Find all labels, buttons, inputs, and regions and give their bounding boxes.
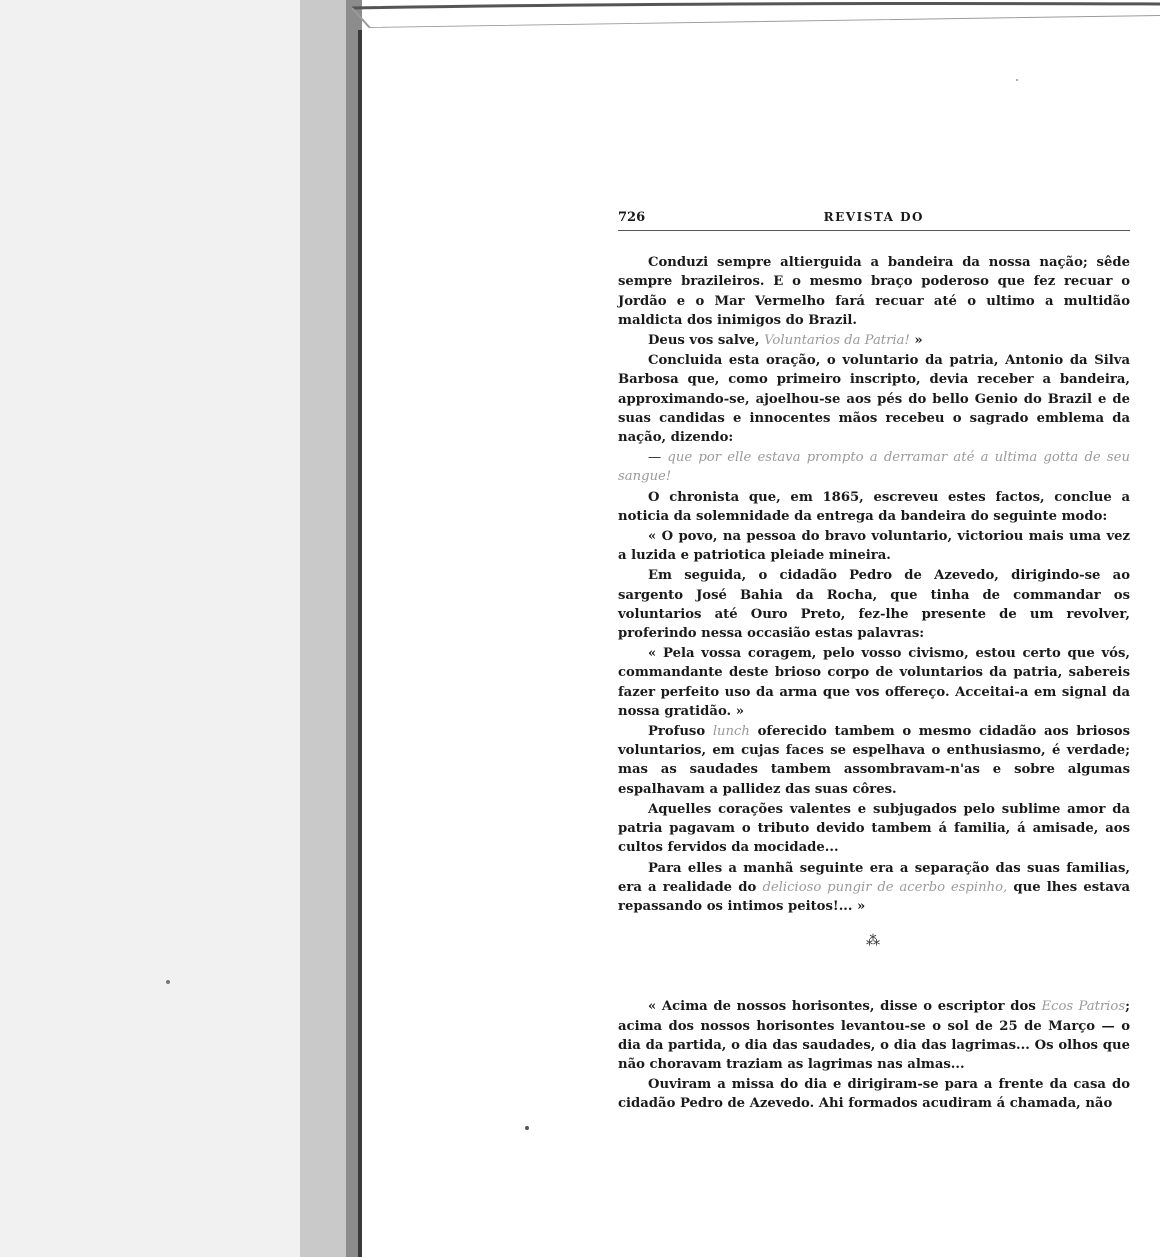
top-edge <box>352 4 1160 9</box>
running-title: REVISTA DO <box>823 210 924 224</box>
paragraph-start: Para elles a manhã seguinte era a separação das suas familias, era a realidade do <box>618 860 1130 895</box>
speck <box>525 1126 529 1130</box>
oath-italic: que por elle estava prompto a derramar até a ultima gotta de seu sangue! <box>618 450 1130 485</box>
paragraph: Aquelles corações valentes e subjugados pelo sublime amor da patria pagavam o tributo devido tambem á familia, á amisade, aos cultos fervidos da mocidade... <box>618 801 1130 856</box>
ecos-italic: Ecos Patrios <box>1041 999 1126 1015</box>
paragraph <box>618 448 1130 486</box>
paragraph <box>618 722 1130 799</box>
page-text <box>618 208 1130 1115</box>
left-page-fade <box>0 0 300 1257</box>
paragraph-start: « Acima de nossos horisontes, disse o escriptor dos <box>648 999 1036 1015</box>
section-mark: ⁂ <box>866 933 882 950</box>
paragraph: « Pela vossa coragem, pelo vosso civismo, estou certo que vós, commandante deste brioso corpo de voluntarios da patria, sabereis fazer perfeito uso da arma que vos offereço. Acceitai-a em signal da nossa gratidão. » <box>618 646 1130 719</box>
lunch-italic: lunch <box>712 724 750 740</box>
paragraph: O chronista que, em 1865, escreveu estes factos, conclue a noticia da solemnidade da entrega da bandeira do seguinte modo: <box>618 489 1130 524</box>
paragraph <box>618 997 1130 1074</box>
ecos-after: ; <box>1125 999 1130 1015</box>
paragraph: « O povo, na pessoa do bravo voluntario, victoriou mais uma vez a luzida e patriotica pleiade mineira. <box>618 529 1130 564</box>
delicious-italic: delicioso pungir de acerbo espinho, <box>762 879 1008 895</box>
page-number: 726 <box>618 210 646 225</box>
page-header <box>618 208 1130 231</box>
gutter-edge <box>358 30 362 1257</box>
profuso: Profuso <box>648 724 706 740</box>
paragraph <box>618 859 1130 917</box>
paragraph <box>618 331 1130 350</box>
speck <box>166 980 170 984</box>
paragraph-rest: oferecido tambem o mesmo cidadão aos briosos voluntarios, em cujas faces se espelhava o enthusiasmo, é verdade; mas as saudades tambem assombravam-n'as e sobre algumas espalhavam a pallidez das suas côres. <box>618 724 1131 797</box>
blessing-italic: Voluntarios da Patria! <box>764 333 910 349</box>
oath-dash: — <box>648 450 662 466</box>
blessing: Deus vos salve, <box>648 333 760 349</box>
paragraph: Em seguida, o cidadão Pedro de Azevedo, dirigindo-se ao sargento José Bahia da Rocha, que tinha de commandar os voluntarios até Ouro Preto, fez-lhe presente de um revolver, proferindo nessa occasião estas palavras: <box>618 568 1130 642</box>
paragraph-end: acima dos nossos horisontes levantou-se o sol de 25 de Março — o dia da partida, o dia das saudades, o dia das lagrimas... Os olhos que não choravam traziam as lagrimas nas almas... <box>618 1018 1130 1072</box>
speck <box>1016 79 1018 81</box>
blessing-close: » <box>914 333 923 349</box>
paragraph: Conduzi sempre altierguida a bandeira da nossa nação; sêde sempre brazileiros. E o mesmo braço poderoso que fez recuar o Jordão e o Mar Vermelho fará recuar até o ultimo a multidão maldicta dos inimigos do Brazil. <box>618 255 1130 328</box>
paragraph: Ouviram a missa do dia e dirigiram-se para a frente da casa do cidadão Pedro de Azevedo. Ahi formados acudiram á chamada, não <box>618 1077 1130 1112</box>
paragraph-end: que lhes estava repassando os intimos peitos!... » <box>618 879 1131 914</box>
paragraph: Concluida esta oração, o voluntario da patria, Antonio da Silva Barbosa que, como primeiro inscripto, devia receber a bandeira, approximando-se, ajoelhou-se aos pés do bello Genio do Brazil e de suas candidas e innocentes mãos recebeu o sagrado emblema da nação, dizendo: <box>618 353 1130 446</box>
